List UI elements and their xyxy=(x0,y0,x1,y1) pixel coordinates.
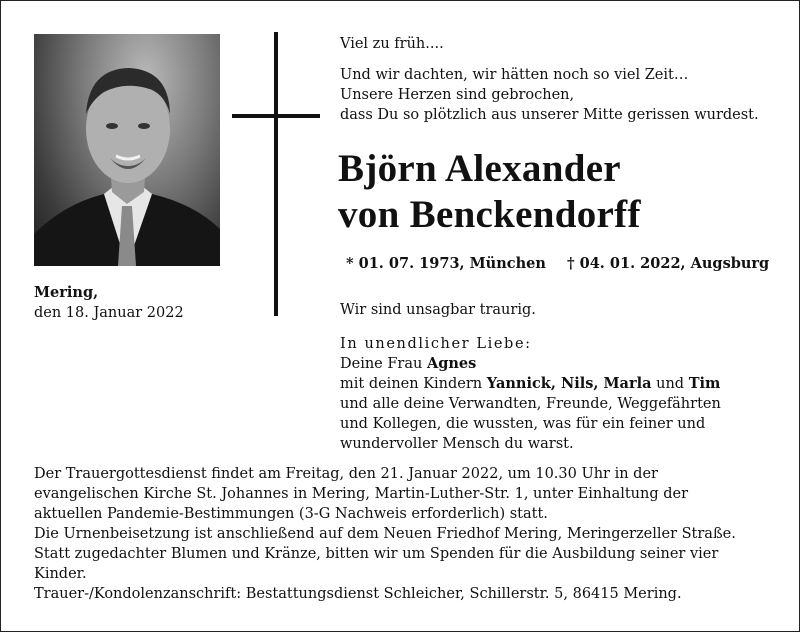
service-line: Der Trauergottesdienst findet am Freitag, den 21. Januar 2022, um 10.30 Uhr in der xyxy=(34,466,658,482)
mourners-line: und alle deine Verwandten, Freunde, Weggefährten xyxy=(340,396,721,412)
name-line-2: von Benckendorff xyxy=(338,193,641,236)
service-line: aktuellen Pandemie-Bestimmungen (3-G Nachweis erforderlich) statt. xyxy=(34,506,548,522)
place-date xyxy=(34,283,184,323)
child-name: Tim xyxy=(688,375,721,392)
service-line: Trauer-/Kondolenzanschrift: Bestattungsdienst Schleicher, Schillerstr. 5, 86415 Mering. xyxy=(34,586,682,602)
mourners-block xyxy=(340,334,780,454)
child-separator: , xyxy=(550,375,561,392)
child-name: Nils xyxy=(560,375,594,392)
love-heading: In unendlicher Liebe: xyxy=(340,336,532,352)
wife-name: Agnes xyxy=(426,355,477,372)
cross-vertical-bar xyxy=(274,32,278,316)
wife-line xyxy=(340,354,780,374)
child-separator: , xyxy=(593,375,604,392)
mourners-line: wundervoller Mensch du warst. xyxy=(340,436,574,452)
deceased-name xyxy=(338,146,641,238)
intro-line: Viel zu früh.... xyxy=(340,36,444,52)
children-prefix: mit deinen Kindern xyxy=(340,376,487,392)
place-town: Mering, xyxy=(34,284,99,301)
children-line xyxy=(340,374,780,394)
sad-line: Wir sind unsagbar traurig. xyxy=(340,302,536,318)
service-info xyxy=(34,464,774,604)
verse xyxy=(340,65,759,125)
portrait-photo xyxy=(34,34,220,266)
service-line: Kinder. xyxy=(34,566,87,582)
place-date-text: den 18. Januar 2022 xyxy=(34,305,184,321)
child-name: Yannick xyxy=(486,375,551,392)
mourners-line: und Kollegen, die wussten, was für ein feiner und xyxy=(340,416,706,432)
birth-date: * 01. 07. 1973, München xyxy=(346,255,546,272)
verse-line: Unsere Herzen sind gebrochen, xyxy=(340,87,575,103)
verse-line: Und wir dachten, wir hätten noch so viel Zeit… xyxy=(340,67,689,83)
service-line: Statt zugedachter Blumen und Kränze, bitten wir um Spenden für die Ausbildung seiner vier xyxy=(34,546,719,562)
name-line-1: Björn Alexander xyxy=(338,147,621,190)
service-line: evangelischen Kirche St. Johannes in Mering, Martin-Luther-Str. 1, unter Einhaltung der xyxy=(34,486,689,502)
children-and: und xyxy=(651,376,689,392)
service-line: Die Urnenbeisetzung ist anschließend auf dem Neuen Friedhof Mering, Meringerzeller Straße. xyxy=(34,526,736,542)
cross-horizontal-bar xyxy=(232,114,320,118)
wife-prefix: Deine Frau xyxy=(340,356,427,372)
verse-line: dass Du so plötzlich aus unserer Mitte gerissen wurdest. xyxy=(340,107,759,123)
death-date: † 04. 01. 2022, Augsburg xyxy=(567,255,770,272)
child-name: Marla xyxy=(603,375,652,392)
